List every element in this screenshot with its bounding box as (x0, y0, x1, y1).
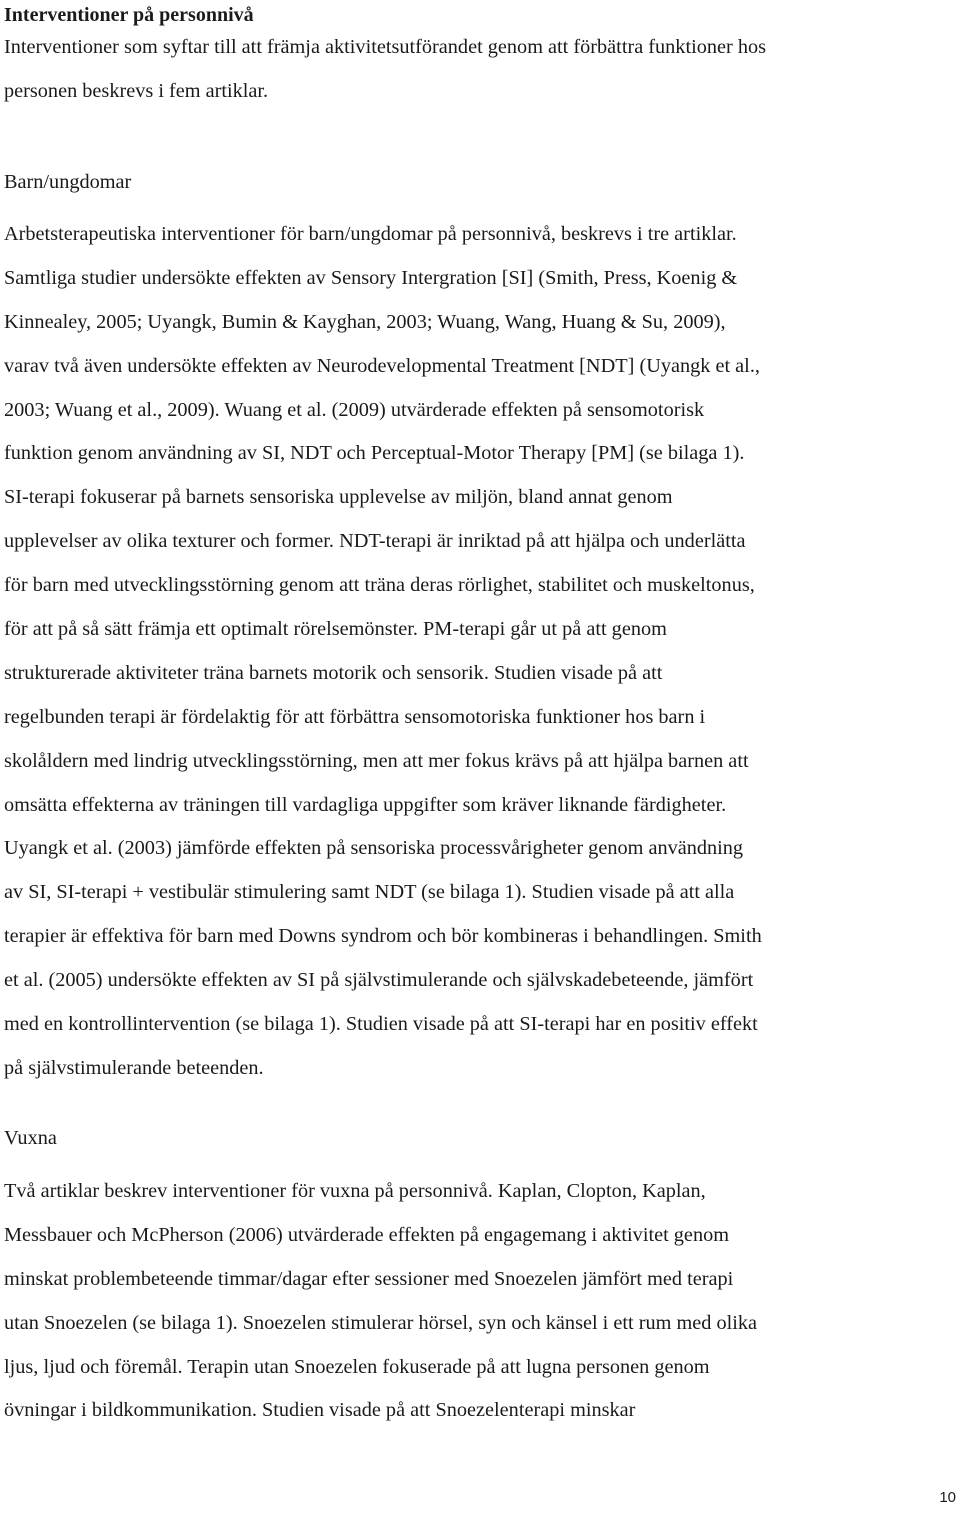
text-line: regelbunden terapi är fördelaktig för att förbättra sensomotoriska funktioner hos barn i (4, 705, 706, 728)
section-heading: Interventioner på personnivå (4, 4, 254, 26)
text-line: övningar i bildkommunikation. Studien visade på att Snoezelenterapi minskar (4, 1399, 636, 1422)
page-number: 10 (939, 1489, 956, 1506)
text-line: Två artiklar beskrev interventioner för vuxna på personnivå. Kaplan, Clopton, Kaplan, (4, 1180, 706, 1202)
text-line: personen beskrevs i fem artiklar. (4, 79, 269, 102)
text-line: minskat problembeteende timmar/dagar efter sessioner med Snoezelen jämfört med terapi (4, 1267, 734, 1290)
text-line: Uyangk et al. (2003) jämförde effekten på sensoriska processvårigheter genom användning (4, 837, 744, 860)
text-line: skolåldern med lindrig utvecklingsstörning, men att mer fokus krävs på att hjälpa barnen att (4, 749, 749, 772)
text-line: terapier är effektiva för barn med Downs syndrom och bör kombineras i behandlingen. Smith (4, 925, 762, 948)
subheading-adults: Vuxna (4, 1127, 57, 1149)
text-line: Arbetsterapeutiska interventioner för barn/ungdomar på personnivå, beskrevs i tre artiklar. (4, 223, 737, 245)
subheading-children: Barn/ungdomar (4, 171, 132, 193)
text-line: et al. (2005) undersökte effekten av SI på självstimulerande och självskadebeteende, jämfört (4, 969, 754, 992)
text-line: med en kontrollintervention (se bilaga 1). Studien visade på att SI-terapi har en positiv effekt (4, 1013, 758, 1036)
text-line: strukturerade aktiviteter träna barnets motorik och sensorik. Studien visade på att (4, 661, 663, 684)
text-line: varav två även undersökte effekten av Neurodevelopmental Treatment [NDT] (Uyangk et al., (4, 354, 760, 377)
text-line: SI-terapi fokuserar på barnets sensoriska upplevelse av miljön, bland annat genom (4, 486, 673, 509)
intro-paragraph (4, 26, 952, 114)
text-line: upplevelser av olika texturer och former. NDT-terapi är inriktad på att hjälpa och underlätta (4, 530, 746, 553)
text-line: Interventioner som syftar till att främja aktivitetsutförandet genom att förbättra funktioner hos (4, 36, 767, 58)
text-line: Samtliga studier undersökte effekten av Sensory Intergration [SI] (Smith, Press, Koenig & (4, 266, 738, 289)
text-line: på självstimulerande beteenden. (4, 1056, 264, 1079)
text-line: omsätta effekterna av träningen till vardagliga uppgifter som kräver liknande färdigheter. (4, 793, 727, 816)
text-line: utan Snoezelen (se bilaga 1). Snoezelen stimulerar hörsel, syn och känsel i ett rum med olika (4, 1311, 758, 1334)
text-line: funktion genom användning av SI, NDT och Perceptual-Motor Therapy [PM] (se bilaga 1). (4, 442, 745, 465)
text-line: Kinnealey, 2005; Uyangk, Bumin & Kayghan, 2003; Wuang, Wang, Huang & Su, 2009), (4, 310, 726, 333)
adults-paragraph (4, 1170, 952, 1433)
text-line: för att på så sätt främja ett optimalt rörelsemönster. PM-terapi går ut på att genom (4, 618, 667, 641)
children-paragraph (4, 213, 952, 1091)
text-line: 2003; Wuang et al., 2009). Wuang et al. (2009) utvärderade effekten på sensomotorisk (4, 398, 705, 421)
text-line: av SI, SI-terapi + vestibulär stimulering samt NDT (se bilaga 1). Studien visade på att alla (4, 881, 735, 904)
text-line: ljus, ljud och föremål. Terapin utan Snoezelen fokuserade på att lugna personen genom (4, 1355, 710, 1378)
text-line: Messbauer och McPherson (2006) utvärderade effekten på engagemang i aktivitet genom (4, 1223, 729, 1246)
text-line: för barn med utvecklingsstörning genom att träna deras rörlighet, stabilitet och muskeltonus, (4, 574, 755, 597)
